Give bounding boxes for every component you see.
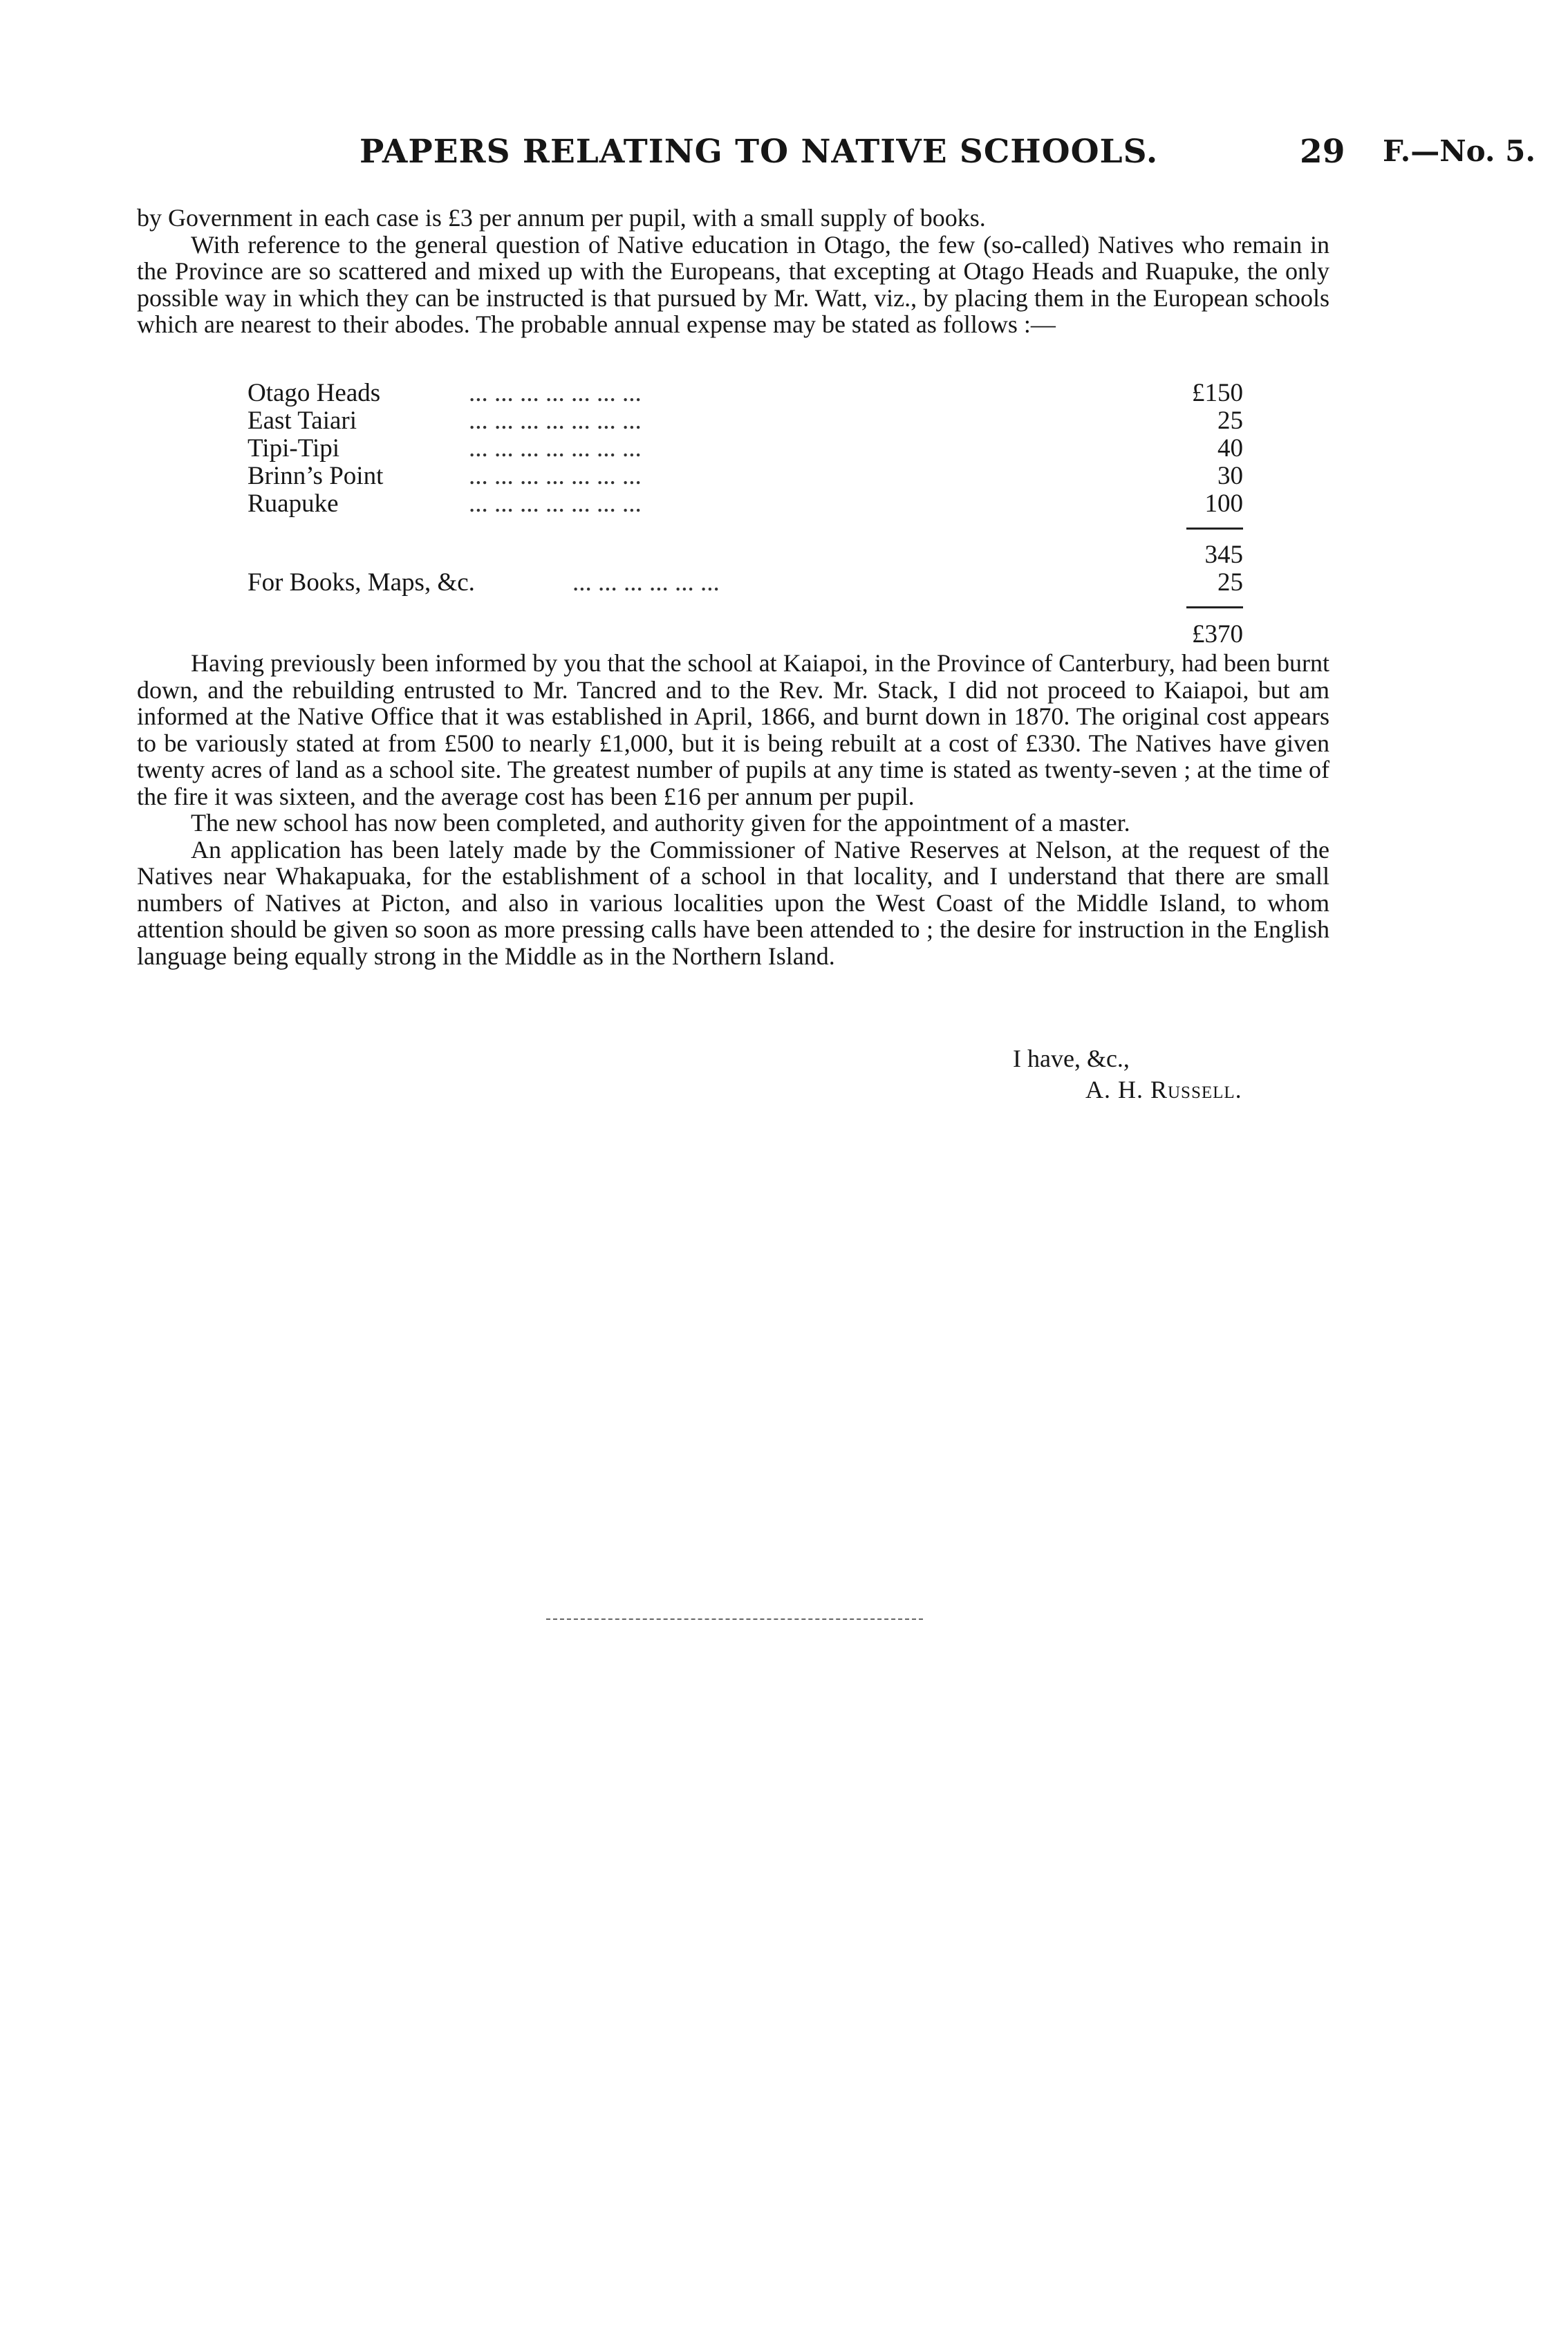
books-label: For Books, Maps, &c.	[248, 568, 475, 597]
closing-line: I have, &c.,	[1013, 1045, 1130, 1072]
section-divider	[546, 1618, 923, 1620]
signature: A. H. Russell.	[1085, 1076, 1242, 1103]
place-name: Ruapuke	[248, 489, 339, 518]
paragraph-2: With reference to the general question of Native education in Otago, the few (so-called) Natives who remain in the Province are so scattered and mixed up with the Europeans, that excepting at Otago Heads and Ruapuke, the only possible way in which they can be instructed is that pursued by Mr. Watt, viz., by placing them in the European schools which are nearest to their abodes. The probable annual expense may be stated as follows :—	[137, 230, 1329, 338]
books-amount: 25	[1217, 568, 1243, 597]
page-number: 29	[1300, 133, 1345, 171]
total-amount: £370	[1192, 620, 1243, 648]
leader-dots: ... ... ... ... ... ... ...	[469, 489, 642, 518]
leader-dots: ... ... ... ... ... ... ...	[469, 379, 642, 407]
place-name: Tipi-Tipi	[248, 434, 340, 463]
leader-dots: ... ... ... ... ... ...	[572, 568, 720, 597]
amount: 40	[1217, 434, 1243, 463]
place-name: Brinn’s Point	[248, 462, 384, 490]
running-title: PAPERS RELATING TO NATIVE SCHOOLS.	[360, 133, 1159, 171]
paragraph-1: by Government in each case is £3 per annum per pupil, with a small supply of books.	[137, 204, 986, 232]
table-row	[248, 489, 1243, 516]
total-rule	[1186, 606, 1243, 608]
amount: £150	[1192, 379, 1243, 407]
body-text-top	[137, 205, 1329, 338]
table-row	[248, 433, 1243, 461]
table-row	[248, 378, 1243, 406]
leader-dots: ... ... ... ... ... ... ...	[469, 407, 642, 435]
document-reference: F.—No. 5.	[1383, 134, 1536, 168]
amount: 30	[1217, 462, 1243, 490]
amount: 25	[1217, 407, 1243, 435]
total-row	[248, 619, 1243, 647]
paragraph-5: An application has been lately made by the Commissioner of Native Reserves at Nelson, at the request of the Natives near Whakapuaka, for the establishment of a school in that locality, and I understand that there are small numbers of Natives at Picton, and also in various localities upon the West Coast of the Middle Island, to whom attention should be given so soon as more pressing calls have been attended to ; the desire for instruction in the English language being equally strong in the Middle as in the Northern Island.	[137, 835, 1329, 970]
page-header	[0, 133, 1568, 181]
books-row	[248, 568, 1243, 595]
table-row	[248, 406, 1243, 433]
place-name: Otago Heads	[248, 379, 381, 407]
subtotal-row	[248, 540, 1243, 568]
paragraph-3: Having previously been informed by you that the school at Kaiapoi, in the Province of Canterbury, had been burnt down, and the rebuilding entrusted to Mr. Tancred and to the Rev. Mr. Stack, I did not proceed to Kaiapoi, but am informed at the Native Office that it was established in April, 1866, and burnt down in 1870. The original cost appears to be variously stated at from £500 to nearly £1,000, but it is being rebuilt at a cost of £330. The Natives have given twenty acres of land as a school site. The greatest number of pupils at any time is stated as twenty-seven ; at the time of the fire it was sixteen, and the average cost has been £16 per annum per pupil.	[137, 649, 1329, 810]
leader-dots: ... ... ... ... ... ... ...	[469, 462, 642, 490]
subtotal-amount: 345	[1204, 541, 1243, 569]
place-name: East Taiari	[248, 407, 357, 435]
paragraph-4: The new school has now been completed, and authority given for the appointment of a master.	[191, 809, 1130, 837]
body-text-bottom	[137, 650, 1329, 969]
leader-dots: ... ... ... ... ... ... ...	[469, 434, 642, 463]
table-row	[248, 461, 1243, 489]
sum-rule	[1186, 528, 1243, 530]
amount: 100	[1204, 489, 1243, 518]
